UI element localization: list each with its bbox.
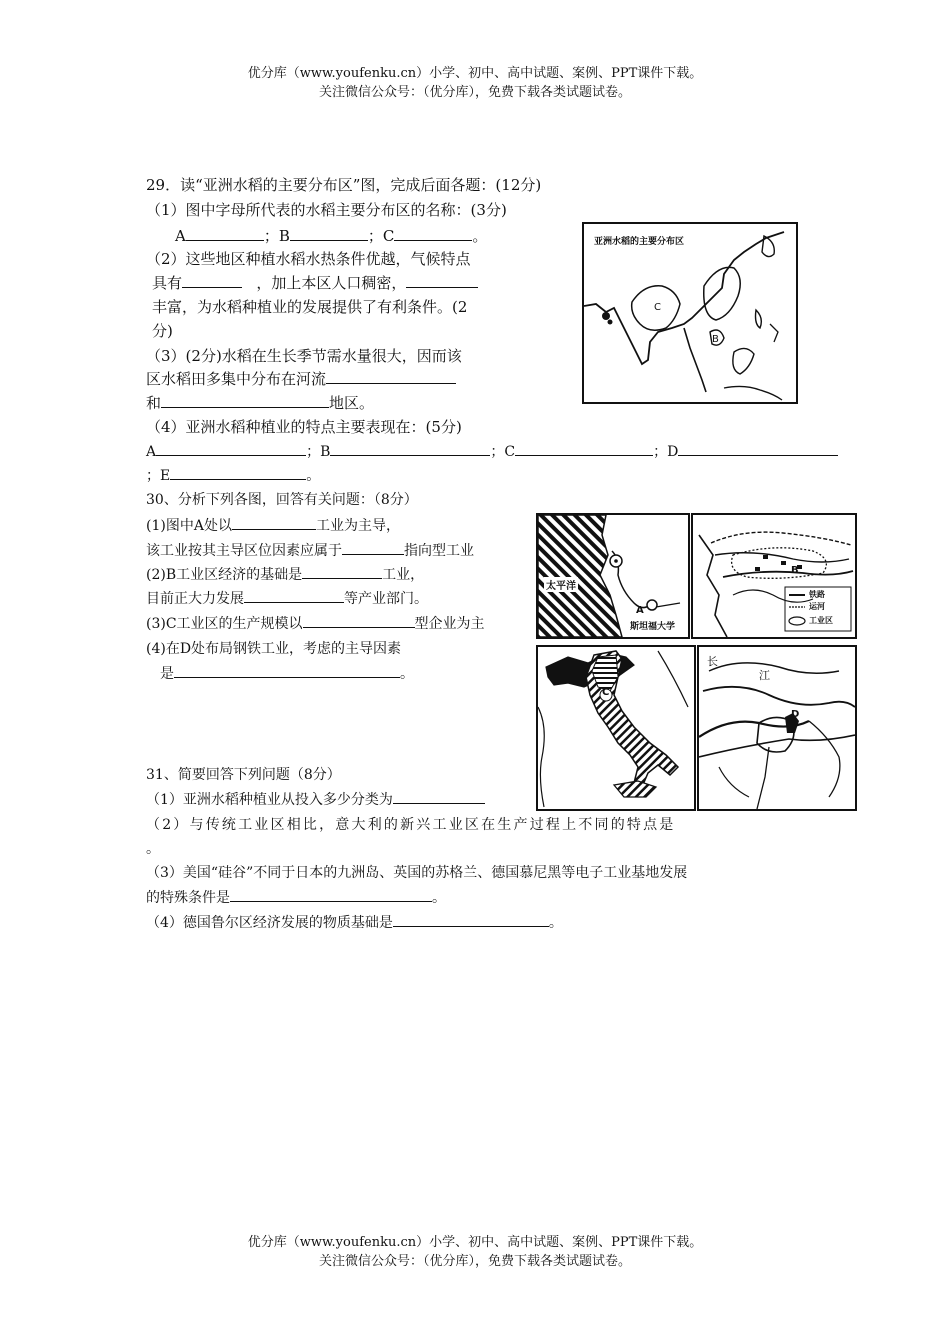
q29-p4-end: 。 (306, 468, 321, 484)
q31-p4-end: 。 (548, 915, 563, 931)
q29-b-blank[interactable] (290, 226, 368, 241)
q30-orientation-blank[interactable] (342, 540, 404, 555)
q29-p3-text: 区水稻田多集中分布在河流 (146, 370, 327, 388)
q29-part2-line4: 分) (152, 322, 173, 340)
map-b-label: B (791, 565, 799, 576)
asia-map-label-c: C (654, 302, 661, 313)
header-line-1: 优分库（www.youfenku.cn）小学、初中、高中试题、案例、PPT课件下载。 (247, 66, 703, 81)
q30-part1-line2 (146, 540, 474, 560)
q29-part3-line2 (146, 368, 456, 389)
q29-part1-answers (175, 225, 487, 246)
map-d-label: D (791, 709, 800, 720)
q29-p3-and: 和 (146, 394, 162, 412)
asia-map-title: 亚洲水稻的主要分布区 (594, 237, 685, 247)
q29-title: 29．读“亚洲水稻的主要分布区”图，完成后面各题：(12分) (146, 176, 542, 194)
q29-p4-e: ；E (146, 468, 171, 484)
q29-part2-line1: （2）这些地区种植水稻水热条件优越，气候特点 (146, 250, 471, 268)
q30-p1-text-b: 工业为主导， (315, 518, 400, 534)
q30-part2-line1 (146, 564, 424, 584)
q29-part3-line1: （3）(2分)水稻在生长季节需水量很大，因而该 (146, 347, 462, 365)
q30-p1-text-d: 指向型工业 (404, 543, 474, 559)
q30-part4-line2 (160, 663, 414, 683)
q31-part3-line2 (146, 887, 446, 907)
q30-p4-text-b: 是 (160, 666, 174, 682)
asia-map-label-b: B (712, 334, 719, 345)
q31-part3-line1: （3）美国“硅谷”不同于日本的九洲岛、英国的苏格兰、德国慕尼黑等电子工业基地发展 (146, 865, 688, 881)
q30-factor-blank[interactable] (174, 663, 400, 678)
q30-part4-line1: (4)在D处布局钢铁工业，考虑的主导因素 (146, 641, 402, 657)
q31-p1-blank[interactable] (393, 789, 485, 804)
map-b-legend-canal: 运河 (809, 602, 825, 611)
map-a-ocean-label: 太平洋 (544, 577, 578, 592)
q29-p4-d: ；D (653, 444, 679, 460)
q31-title: 31、简要回答下列问题（8分） (146, 767, 341, 783)
q29-p1-end: 。 (472, 227, 488, 245)
footer-line-2: 关注微信公众号：（优分库），免费下载各类试题试卷。 (318, 1254, 631, 1269)
q29-p4-b: ；B (306, 444, 331, 460)
q30-p2-text-c: 目前正大力发展 (146, 591, 244, 607)
map-c-label: C (602, 687, 610, 698)
q29-a-blank[interactable] (186, 226, 264, 241)
q31-p1-text: （1）亚洲水稻种植业从投入多少分类为 (146, 792, 393, 808)
q29-part4-answers-2 (146, 465, 320, 485)
q29-part3-line3 (146, 392, 374, 413)
q30-p1-text-c: 该工业按其主导区位因素应属于 (146, 543, 342, 559)
q29-p3-end: 地区。 (329, 394, 375, 412)
q29-part4: （4）亚洲水稻种植业的特点主要表现在：(5分) (146, 418, 462, 436)
q30-part1-line1 (146, 515, 400, 535)
asia-rice-map (582, 222, 798, 404)
header-line-2: 关注微信公众号：（优分库），免费下载各类试题试卷。 (318, 85, 631, 100)
q29-p4-e-blank[interactable] (170, 465, 306, 480)
q30-part2-line2 (146, 588, 428, 608)
map-d-yangtze (697, 645, 857, 811)
q29-p2-text-a: 具有 (152, 274, 183, 292)
q29-part2-line3: 丰富，为水稻种植业的发展提供了有利条件。(2 (152, 298, 468, 316)
map-a-silicon-valley (536, 513, 690, 639)
q29-river-blank[interactable] (326, 369, 456, 384)
q30-industry-blank[interactable] (232, 515, 316, 530)
q30-p2-text-a: (2)B工业区经济的基础是 (146, 567, 303, 583)
map-c-drawing (538, 647, 694, 809)
q30-p3-text-a: (3)C工业区的生产规模以 (146, 616, 303, 632)
q29-p4-c-blank[interactable] (515, 441, 653, 456)
q29-region-blank[interactable] (161, 393, 329, 408)
q31-part2-end: 。 (146, 841, 160, 857)
q31-part2: （2）与传统工业区相比，意大利的新兴工业区在生产过程上不同的特点是 (146, 817, 676, 833)
q30-p1-text-a: (1)图中A处以 (146, 518, 232, 534)
q29-part1: （1）图中字母所代表的水稻主要分布区的名称：(3分) (146, 201, 507, 219)
map-d-river-label-2: 江 (759, 669, 770, 682)
map-a-university-label: 斯坦福大学 (630, 622, 676, 632)
q30-p2-text-d: 等产业部门。 (344, 591, 428, 607)
q29-p4-b-blank[interactable] (330, 441, 490, 456)
q31-p3-end: 。 (432, 890, 446, 906)
q29-climate-blank[interactable] (182, 273, 242, 288)
map-d-drawing (699, 647, 855, 809)
q31-part1 (146, 789, 485, 809)
q29-p4-a-blank[interactable] (156, 441, 306, 456)
footer-line-1: 优分库（www.youfenku.cn）小学、初中、高中试题、案例、PPT课件下载。 (247, 1235, 703, 1250)
q29-p4-a: A (146, 444, 157, 460)
q31-p4-blank[interactable] (393, 912, 549, 927)
q30-scale-blank[interactable] (303, 613, 415, 628)
q30-p4-text-c: 。 (400, 666, 414, 682)
map-d-river-label-1: 长 (707, 655, 718, 668)
q30-title: 30、分析下列各图，回答有关问题：（8分） (146, 492, 418, 508)
map-c-italy (536, 645, 696, 811)
q30-part3 (146, 613, 485, 633)
q29-c-label: ；C (367, 227, 395, 245)
q31-p3-text: 的特殊条件是 (146, 890, 230, 906)
q30-basis-blank[interactable] (302, 564, 382, 579)
q30-p2-text-b: 工业， (382, 567, 425, 583)
q30-p3-text-b: 型企业为主 (414, 616, 485, 632)
map-b-legend-industrial-zone: 工业区 (809, 616, 833, 625)
q29-b-label: ；B (263, 227, 290, 245)
q31-p3-blank[interactable] (230, 887, 432, 902)
q29-p2-text-b: ，加上本区人口稠密， (256, 274, 407, 292)
map-b-legend-railway: 铁路 (809, 590, 825, 599)
q30-develop-blank[interactable] (244, 588, 344, 603)
map-b-ruhr (691, 513, 857, 639)
q31-p4-text: （4）德国鲁尔区经济发展的物质基础是 (146, 915, 393, 931)
q31-part4 (146, 912, 563, 932)
q29-p4-d-blank[interactable] (678, 441, 838, 456)
q29-p4-c: ；C (490, 444, 516, 460)
map-a-label: A (636, 605, 644, 616)
q29-labor-blank[interactable] (406, 273, 478, 288)
q29-c-blank[interactable] (394, 226, 472, 241)
q29-part2-line2 (152, 272, 478, 293)
asia-map-outline (584, 224, 796, 402)
q29-a-label: A (175, 227, 186, 245)
q29-part4-answers-1 (146, 441, 838, 461)
